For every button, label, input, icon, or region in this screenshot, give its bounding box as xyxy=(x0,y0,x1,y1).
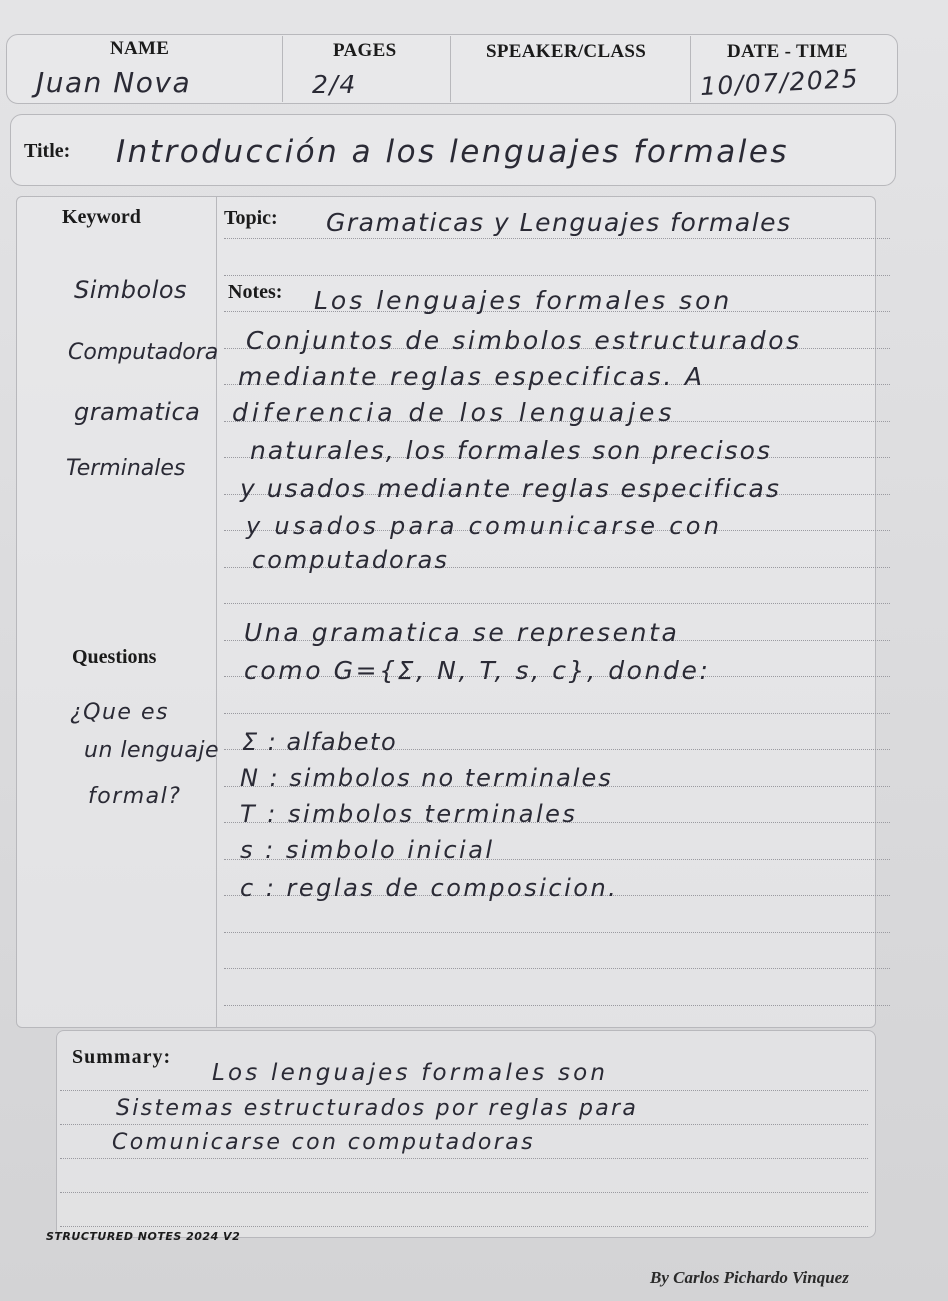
notes-line: c : reglas de composicion. xyxy=(240,874,619,902)
header-divider xyxy=(690,36,691,102)
notes-line: Una gramatica se representa xyxy=(244,618,680,647)
header-divider xyxy=(282,36,283,102)
notes-label: Notes: xyxy=(228,281,283,303)
question-line: un lenguaje xyxy=(84,738,220,763)
ruled-line xyxy=(224,275,890,276)
notes-line: T : simbolos terminales xyxy=(240,800,578,828)
keyword-label: Keyword xyxy=(62,206,141,228)
notes-line: y usados para comunicarse con xyxy=(246,512,723,540)
summary-ruled-line xyxy=(60,1158,868,1159)
ruled-line xyxy=(224,1005,890,1006)
title-value: Introducción a los lenguajes formales xyxy=(116,134,790,170)
ruled-line xyxy=(224,968,890,969)
footer-brand: STRUCTURED NOTES 2024 V2 xyxy=(46,1230,241,1243)
ruled-line xyxy=(224,932,890,933)
topic-label: Topic: xyxy=(224,207,278,229)
date-label: DATE - TIME xyxy=(727,41,848,62)
speaker-label: SPEAKER/CLASS xyxy=(486,41,647,62)
keyword-item: Computadora xyxy=(68,340,219,365)
question-line: formal? xyxy=(88,784,182,809)
question-line: ¿Que es xyxy=(70,700,169,725)
notes-line: Σ : alfabeto xyxy=(242,728,398,756)
main-notes-box xyxy=(16,196,876,1028)
questions-label: Questions xyxy=(72,646,157,668)
ruled-line xyxy=(224,713,890,714)
title-label: Title: xyxy=(24,140,71,162)
keyword-item: Simbolos xyxy=(74,276,188,304)
notes-line: naturales, los formales son precisos xyxy=(250,436,772,465)
notes-line: computadoras xyxy=(252,546,449,574)
header-divider xyxy=(450,36,451,102)
summary-ruled-line xyxy=(60,1124,868,1125)
summary-line: Sistemas estructurados por reglas para xyxy=(116,1096,639,1121)
ruled-line xyxy=(224,603,890,604)
summary-line: Comunicarse con computadoras xyxy=(112,1130,535,1155)
summary-label: Summary: xyxy=(72,1046,172,1068)
summary-ruled-line xyxy=(60,1192,868,1193)
name-label: NAME xyxy=(110,38,170,59)
ruled-line xyxy=(224,238,890,239)
summary-ruled-line xyxy=(60,1226,868,1227)
notes-line: N : simbolos no terminales xyxy=(240,764,613,792)
notes-line: y usados mediante reglas especificas xyxy=(240,474,781,503)
keyword-column-divider xyxy=(216,196,217,1028)
footer-author: By Carlos Pichardo Vinquez xyxy=(650,1268,849,1287)
notes-line: s : simbolo inicial xyxy=(240,836,495,864)
date-value: 10/07/2025 xyxy=(699,63,860,102)
notes-line: Los lenguajes formales son xyxy=(314,286,733,315)
summary-ruled-line xyxy=(60,1090,868,1091)
name-value: Juan Nova xyxy=(36,66,192,99)
notes-line: mediante reglas especificas. A xyxy=(238,362,705,391)
topic-value: Gramaticas y Lenguajes formales xyxy=(326,208,792,237)
summary-line: Los lenguajes formales son xyxy=(212,1060,609,1086)
notes-line: diferencia de los lenguajes xyxy=(232,398,676,427)
notes-line: como G={Σ, N, T, s, c}, donde: xyxy=(244,656,711,685)
keyword-item: gramatica xyxy=(74,398,201,426)
pages-value: 2/4 xyxy=(312,70,357,99)
pages-label: PAGES xyxy=(333,40,397,61)
notes-line: Conjuntos de simbolos estructurados xyxy=(246,326,802,355)
keyword-item: Terminales xyxy=(66,456,186,481)
